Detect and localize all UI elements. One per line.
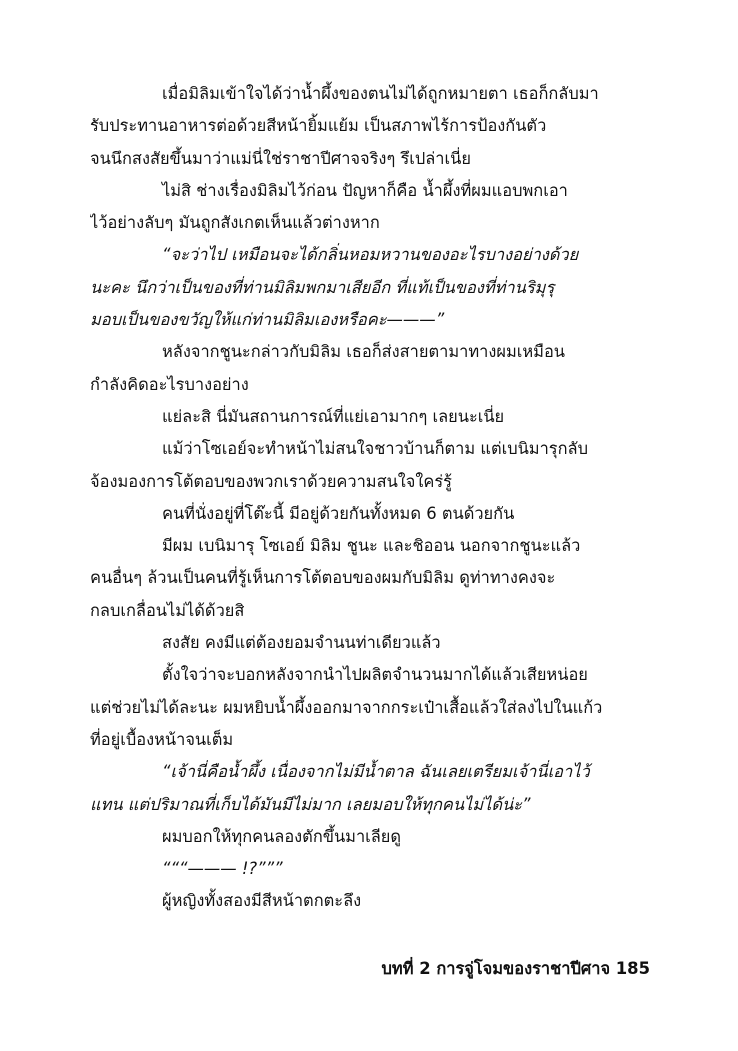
dialogue-line: “จะว่าไป เหมือนจะได้กลิ่นหอมหวานของอะไรบางอย่างด้วย	[162, 245, 579, 265]
paragraph-line: คนอื่นๆ ล้วนเป็นคนที่รู้เห็นการโต้ตอบของผมกับมิลิม ดูท่าทางคงจะ	[90, 568, 556, 588]
paragraph-line: แต่ช่วยไม่ได้ละนะ ผมหยิบน้ำผึ้งออกมาจากกระเป๋าเสื้อแล้วใส่ลงไปในแก้ว	[90, 697, 603, 717]
paragraph-line: รับประทานอาหารต่อด้วยสีหน้ายิ้มแย้ม เป็นสภาพไร้การป้องกันตัว	[90, 116, 547, 136]
paragraph-line: ตั้งใจว่าจะบอกหลังจากนำไปผลิตจำนวนมากได้แล้วเสียหน่อย	[162, 665, 588, 685]
dialogue-line: มอบเป็นของขวัญให้แก่ท่านมิลิมเองหรือคะ———”	[90, 310, 445, 330]
dialogue-line: แทน แต่ปริมาณที่เก็บได้มันมีไม่มาก เลยมอบให้ทุกคนไม่ได้น่ะ”	[90, 794, 531, 814]
page-body	[90, 78, 650, 918]
paragraph-line: คนที่นั่งอยู่ที่โต๊ะนี้ มีอยู่ด้วยกันทั้งหมด 6 ตนด้วยกัน	[162, 503, 515, 523]
paragraph-line: ที่อยู่เบื้องหน้าจนเต็ม	[90, 729, 234, 749]
dialogue-line: “““——— !?”””	[162, 859, 283, 879]
paragraph-line: จนนึกสงสัยขึ้นมาว่าแม่นี่ใช่ราชาปีศาจจริงๆ รึเปล่าเนี่ย	[90, 148, 471, 168]
paragraph-line: ผู้หญิงทั้งสองมีสีหน้าตกตะลึง	[162, 891, 362, 911]
paragraph-line: สงสัย คงมีแต่ต้องยอมจำนนท่าเดียวแล้ว	[162, 633, 441, 653]
paragraph-line: มีผม เบนิมารุ โซเอย์ มิลิม ชูนะ และชิออน นอกจากชูนะแล้ว	[162, 536, 581, 556]
paragraph-line: จ้องมองการโต้ตอบของพวกเราด้วยความสนใจใคร่รู้	[90, 471, 452, 491]
paragraph-line: ไว้อย่างลับๆ มันถูกสังเกตเห็นแล้วต่างหาก	[90, 213, 380, 233]
dialogue-line: นะคะ นึกว่าเป็นของที่ท่านมิลิมพกมาเสียอีก ที่แท้เป็นของที่ท่านริมุรุ	[90, 277, 555, 297]
paragraph-line: กำลังคิดอะไรบางอย่าง	[90, 374, 249, 394]
paragraph-line: แม้ว่าโซเอย์จะทำหน้าไม่สนใจชาวบ้านก็ตาม แต่เบนิมารุกลับ	[162, 439, 588, 459]
paragraph-line: แย่ละสิ นี่มันสถานการณ์ที่แย่เอามากๆ เลยนะเนี่ย	[162, 406, 505, 426]
paragraph-line: ผมบอกให้ทุกคนลองตักขึ้นมาเลียดู	[162, 826, 402, 846]
paragraph-line: กลบเกลื่อนไม่ได้ด้วยสิ	[90, 600, 245, 620]
dialogue-line: “เจ้านี่คือน้ำผึ้ง เนื่องจากไม่มีน้ำตาล ฉันเลยเตรียมเจ้านี่เอาไว้	[162, 762, 590, 782]
paragraph-line: ไม่สิ ช่างเรื่องมิลิมไว้ก่อน ปัญหาก็คือ น้ำผึ้งที่ผมแอบพกเอา	[162, 180, 568, 200]
page-footer: บทที่ 2 การจู่โจมของราชาปีศาจ 185	[381, 959, 650, 978]
paragraph-line: เมื่อมิลิมเข้าใจได้ว่าน้ำผึ้งของตนไม่ได้ถูกหมายตา เธอก็กลับมา	[162, 84, 599, 103]
paragraph-line: หลังจากชูนะกล่าวกับมิลิม เธอก็ส่งสายตามาทางผมเหมือน	[162, 342, 566, 362]
